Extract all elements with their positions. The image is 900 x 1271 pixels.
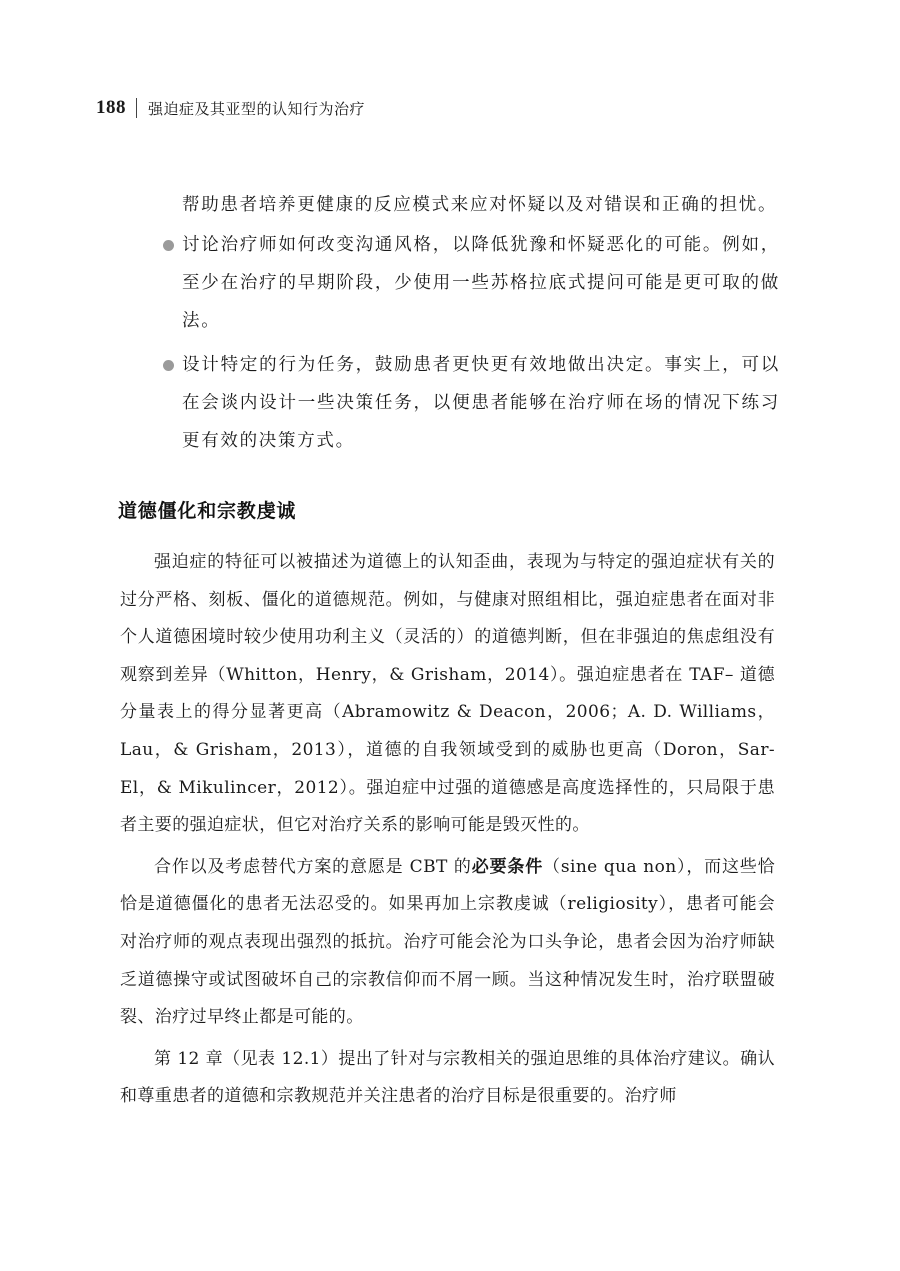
paragraph-text: 合作以及考虑替代方案的意愿是 CBT 的 <box>154 856 472 877</box>
bullet-item <box>160 226 780 340</box>
emphasis-text: 必要条件 <box>471 856 544 877</box>
paragraph <box>120 849 775 1037</box>
book-title: 强迫症及其亚型的认知行为治疗 <box>148 99 366 118</box>
bullet-list <box>160 186 780 466</box>
bullet-item-text: 讨论治疗师如何改变沟通风格，以降低犹豫和怀疑恶化的可能。例如，至少在治疗的早期阶段，少使用一些苏格拉底式提问可能是更可取的做法。 <box>182 235 780 331</box>
body-text <box>120 544 775 1120</box>
paragraph-text: （sine qua non），而这些恰恰是道德僵化的患者无法忍受的。如果再加上宗教虔诚（religiosity），患者可能会对治疗师的观点表现出强烈的抵抗。治疗可能会沦为口头争论，患者会因为治疗师缺乏道德操守或试图破坏自己的宗教信仰而不屑一顾。当这种情况发生时，治疗联盟破裂、治疗过早终止都是可能的。 <box>120 856 775 1028</box>
header-divider <box>136 98 137 118</box>
bullet-item <box>160 346 780 460</box>
page-number: 188 <box>96 97 126 118</box>
running-header <box>96 94 365 122</box>
paragraph: 第 12 章（见表 12.1）提出了针对与宗教相关的强迫思维的具体治疗建议。确认和尊重患者的道德和宗教规范并关注患者的治疗目标是很重要的。治疗师 <box>120 1048 775 1107</box>
bullet-dot-icon <box>163 360 174 371</box>
section-heading: 道德僵化和宗教虔诚 <box>118 500 297 522</box>
bullet-continuation: 帮助患者培养更健康的反应模式来应对怀疑以及对错误和正确的担忧。 <box>182 195 778 215</box>
bullet-dot-icon <box>163 240 174 251</box>
paragraph: 强迫症的特征可以被描述为道德上的认知歪曲，表现为与特定的强迫症状有关的过分严格、刻板、僵化的道德规范。例如，与健康对照组相比，强迫症患者在面对非个人道德困境时较少使用功利主义（灵活的）的道德判断，但在非强迫的焦虑组没有观察到差异（Whitton，Henry，& Grisham，2014）。强迫症患者在 TAF– 道德分量表上的得分显著更高（Abramowitz & Deacon，2006；A. D. Williams，Lau，& Grisham，2013），道德的自我领域受到的威胁也更高（Doron，Sar-El，& Mikulincer，2012）。强迫症中过强的道德感是高度选择性的，只局限于患者主要的强迫症状，但它对治疗关系的影响可能是毁灭性的。 <box>120 552 775 836</box>
bullet-item-text: 设计特定的行为任务，鼓励患者更快更有效地做出决定。事实上，可以在会谈内设计一些决策任务，以便患者能够在治疗师在场的情况下练习更有效的决策方式。 <box>182 355 780 451</box>
